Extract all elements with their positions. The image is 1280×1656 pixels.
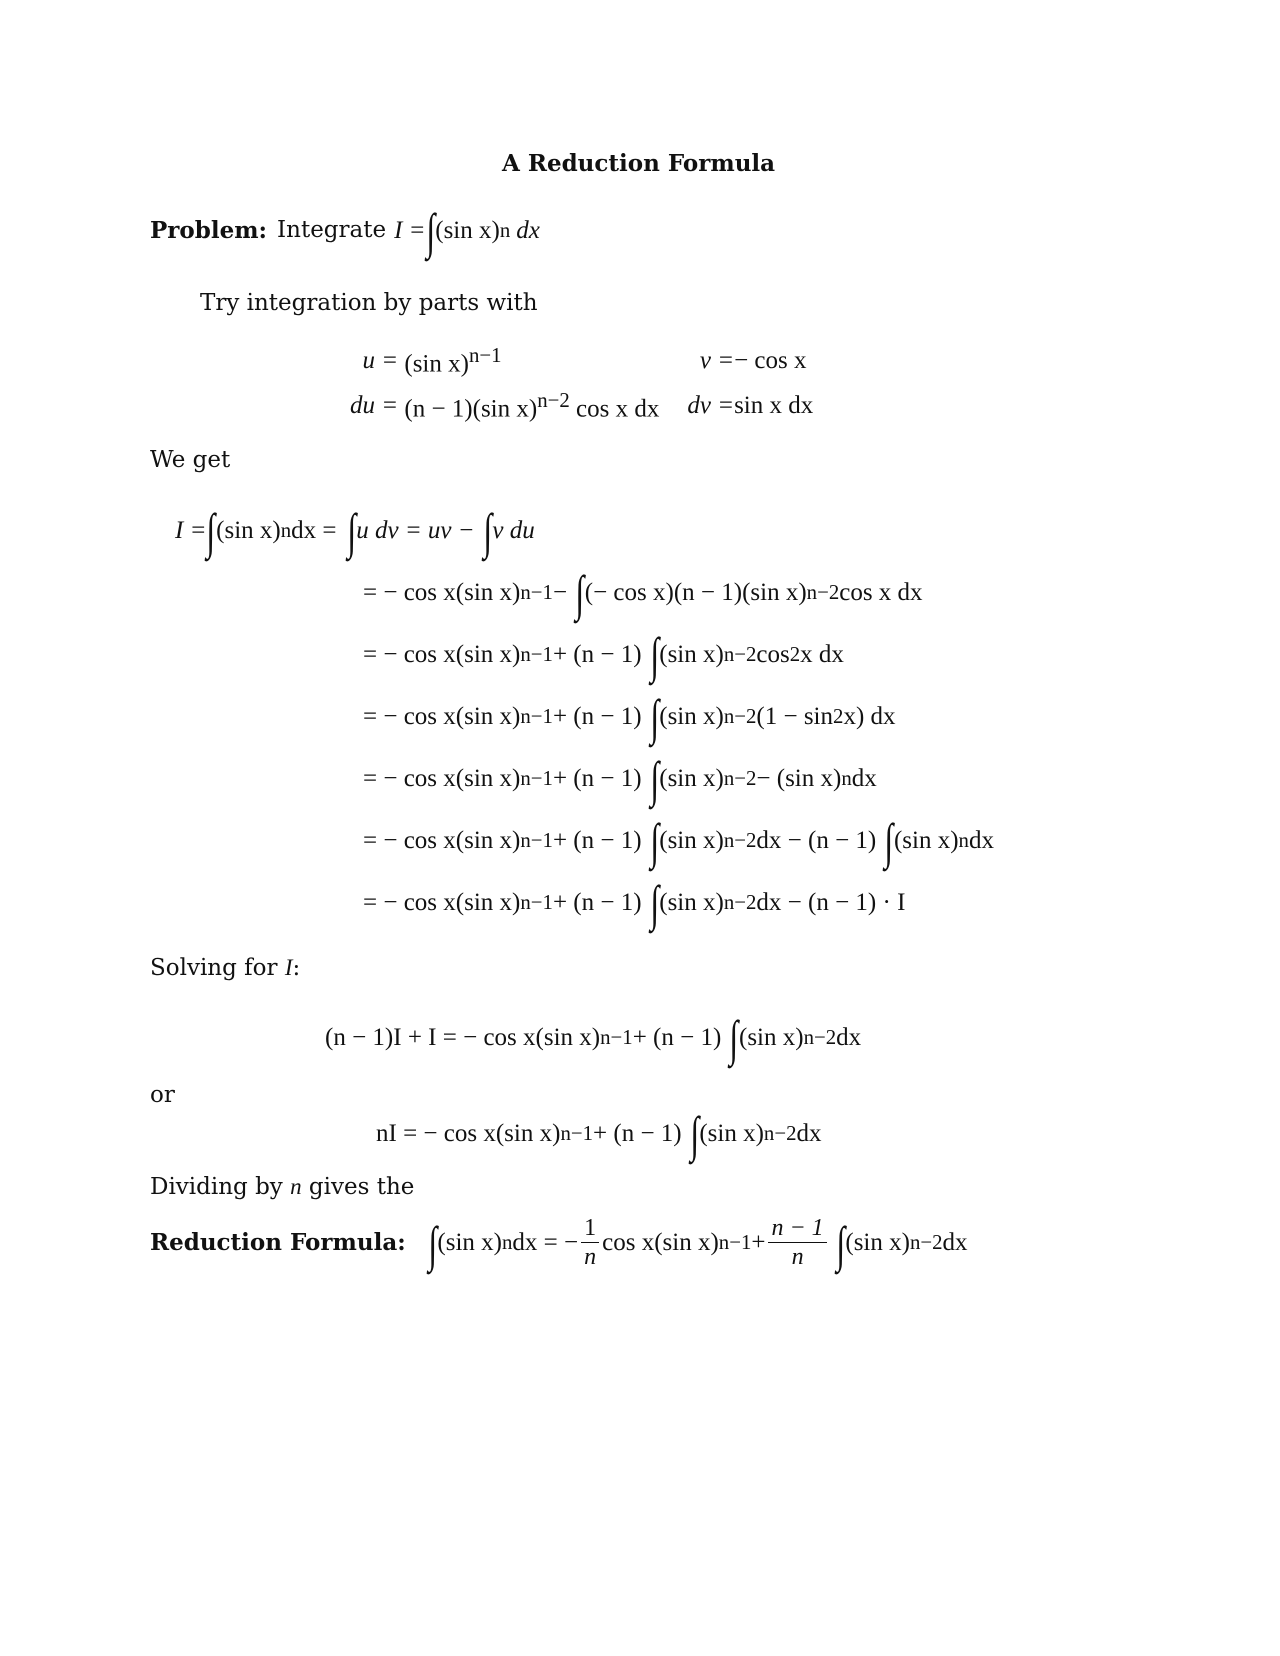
line1-term-a: = − cos x(sin x) [363, 578, 521, 606]
line2-power-1: n−1 [520, 641, 553, 666]
integral-sign: ∫ [649, 875, 659, 931]
line0-udv: u dv = uv − [356, 516, 475, 544]
integral-sign: ∫ [483, 503, 492, 559]
fraction-2-num: n − 1 [768, 1216, 826, 1243]
ni-power-1: n−1 [560, 1120, 594, 1145]
u-rhs: (sin x) [404, 350, 469, 378]
problem-label: Problem: [150, 216, 268, 244]
ni-coeff: + (n − 1) [593, 1119, 682, 1147]
line3-paren: (1 − sin [756, 702, 834, 730]
fraction-n-minus-1-over-n [768, 1216, 826, 1269]
reduction-tail: dx [942, 1229, 968, 1256]
integral-sign: ∫ [346, 503, 356, 559]
v-rhs: − cos x [734, 346, 807, 374]
line3-term-a: = − cos x(sin x) [363, 702, 521, 730]
problem-text: Integrate [277, 217, 387, 243]
line3-power-1: n−1 [520, 703, 553, 728]
reduction-eq: dx = − [512, 1229, 579, 1256]
line5-power-2: n−2 [723, 827, 757, 852]
line1-tail: cos x dx [839, 578, 923, 606]
problem-power: n [499, 217, 511, 242]
integral-sign: ∫ [729, 1010, 739, 1066]
line0-power: n [280, 517, 292, 542]
line3-coeff: + (n − 1) [552, 702, 642, 730]
line4-coeff: + (n − 1) [552, 764, 642, 792]
reduction-integrand-2: (sin x) [845, 1229, 910, 1256]
u-lhs: u = [362, 346, 399, 374]
line1-power-2: n−2 [806, 579, 840, 604]
solving-colon: : [292, 955, 301, 981]
u-power: n−1 [468, 343, 502, 367]
dv-rhs: sin x dx [734, 391, 814, 419]
reduction-equation [428, 1215, 968, 1272]
line3-tail: x) dx [843, 702, 896, 730]
integral-sign: ∫ [206, 503, 216, 559]
line4-minus-term: − (sin x) [756, 764, 842, 792]
try-text: Try integration by parts with [200, 290, 538, 316]
line3-power-3: 2 [833, 703, 844, 728]
fraction-1-over-n [581, 1216, 599, 1269]
integral-sign: ∫ [649, 627, 659, 683]
solve-coeff: + (n − 1) [632, 1023, 722, 1051]
line4-tail: dx [851, 764, 877, 792]
integral-sign: ∫ [690, 1106, 699, 1162]
fraction-1-num: 1 [581, 1216, 599, 1243]
solve-term-a: (n − 1)I + I = − cos x(sin x) [325, 1023, 601, 1051]
line5-integrand-2: (sin x) [893, 826, 959, 854]
line4-power-3: n [841, 765, 852, 790]
ni-integrand: (sin x) [699, 1119, 764, 1147]
line2-coeff: + (n − 1) [552, 640, 642, 668]
problem-integrand: (sin x) [435, 216, 500, 244]
line6-tail: dx − (n − 1) · I [756, 888, 906, 916]
reduction-integrand: (sin x) [437, 1229, 502, 1256]
reduction-power-3: n−2 [909, 1230, 943, 1255]
dv-lhs: dv = [687, 391, 735, 419]
fraction-1-den: n [584, 1244, 597, 1270]
line6-integrand: (sin x) [659, 888, 724, 916]
line2-tail: x dx [800, 640, 844, 668]
dividing-var: n [290, 1174, 302, 1199]
integral-sign: ∫ [649, 751, 659, 807]
we-get-text: We get [150, 447, 231, 473]
line3-power-2: n−2 [723, 703, 757, 728]
or-text: or [150, 1082, 175, 1108]
v-lhs: v = [699, 346, 735, 374]
reduction-power-2: n−1 [718, 1230, 752, 1255]
integral-sign: ∫ [428, 1215, 438, 1272]
fraction-2-den: n [791, 1244, 804, 1270]
line4-integrand: (sin x) [659, 764, 724, 792]
integral-sign: ∫ [425, 203, 435, 259]
solving-var: I [284, 955, 293, 980]
reduction-cos-term: cos x(sin x) [602, 1229, 719, 1256]
ni-tail: dx [796, 1119, 822, 1147]
line3-integrand: (sin x) [659, 702, 724, 730]
line4-power-2: n−2 [723, 765, 757, 790]
line6-coeff: + (n − 1) [552, 888, 642, 916]
line4-term-a: = − cos x(sin x) [363, 764, 521, 792]
line6-power-2: n−2 [723, 889, 757, 914]
dividing-b: gives the [308, 1174, 415, 1200]
line0-dx: dx = [291, 516, 337, 544]
line5-integrand: (sin x) [659, 826, 724, 854]
line5-tail: dx [968, 826, 994, 854]
derivation-line-2 [363, 627, 844, 683]
dividing-a: Dividing by [150, 1174, 283, 1200]
reduction-label: Reduction Formula: [150, 1229, 406, 1256]
parts-table [350, 338, 813, 429]
line5-mid: dx − (n − 1) [756, 826, 877, 854]
derivation-line-1 [363, 565, 923, 621]
ni-equation [376, 1106, 822, 1162]
line1-minus: − [552, 578, 568, 606]
line4-power-1: n−1 [520, 765, 553, 790]
derivation-line-0 [175, 503, 535, 559]
integral-sign: ∫ [884, 813, 894, 869]
line1-integrand: (− cos x)(n − 1)(sin x) [584, 578, 807, 606]
solve-power-2: n−2 [803, 1024, 837, 1049]
dividing-text [150, 1174, 414, 1200]
line2-power-3: 2 [789, 641, 801, 666]
line1-power-1: n−1 [520, 579, 553, 604]
integral-sign: ∫ [649, 689, 659, 745]
reduction-formula [150, 1215, 968, 1272]
problem-differential: dx [516, 216, 540, 244]
page-title: A Reduction Formula [502, 150, 776, 177]
line2-cos: cos [756, 640, 790, 668]
du-rhs-b: cos x dx [569, 395, 660, 423]
line5-power-1: n−1 [520, 827, 553, 852]
derivation-line-3 [363, 689, 896, 745]
reduction-power-1: n [502, 1230, 513, 1255]
line5-term-a: = − cos x(sin x) [363, 826, 521, 854]
integral-sign: ∫ [836, 1215, 845, 1272]
line6-term-a: = − cos x(sin x) [363, 888, 521, 916]
derivation-line-5 [363, 813, 994, 869]
problem-lhs: I = [394, 216, 426, 244]
solve-power-1: n−1 [600, 1024, 633, 1049]
du-rhs-a: (n − 1)(sin x) [404, 395, 538, 423]
solving-text [150, 955, 300, 981]
solve-integrand: (sin x) [739, 1023, 804, 1051]
problem-statement [150, 203, 540, 259]
line5-coeff: + (n − 1) [552, 826, 642, 854]
ni-term-a: nI = − cos x(sin x) [376, 1119, 561, 1147]
line2-term-a: = − cos x(sin x) [363, 640, 521, 668]
reduction-plus: + [751, 1229, 766, 1256]
line6-power-1: n−1 [520, 889, 553, 914]
solving-label: Solving for [150, 955, 278, 981]
line0-vdu: v du [492, 516, 535, 544]
line2-integrand: (sin x) [659, 640, 724, 668]
ni-power-2: n−2 [763, 1120, 797, 1145]
solve-tail: dx [836, 1023, 862, 1051]
problem-integral [394, 203, 540, 259]
derivation-line-4 [363, 751, 877, 807]
line0-lhs: I = [175, 516, 207, 544]
integral-sign: ∫ [575, 565, 585, 621]
integral-sign: ∫ [649, 813, 659, 869]
solve-equation [325, 1010, 862, 1066]
du-lhs: du = [350, 391, 399, 419]
line2-power-2: n−2 [723, 641, 757, 666]
line5-power-3: n [958, 827, 969, 852]
du-power: n−2 [537, 388, 570, 413]
derivation-line-6 [363, 875, 906, 931]
line0-integrand: (sin x) [216, 516, 281, 544]
